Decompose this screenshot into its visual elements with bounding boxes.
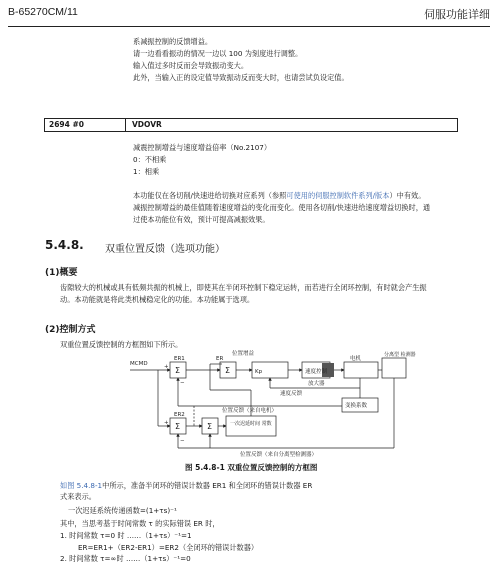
section-header-title: 伺服功能详细 [424, 8, 490, 21]
overview-line-1: 齿隙较大的机械或具有低频共振的机械上，即使其在半闭环控制下稳定运转，而若进行全闭环控制，有时就会产生振 [60, 283, 427, 292]
param-note-line-3: 过使本功能位有效，预计可提高减振效果。 [133, 215, 270, 224]
section-title: 双重位置反馈（选项功能） [105, 244, 225, 255]
label-motor-feedback: 位置反馈（来自电机） [222, 408, 278, 414]
sigma-1: Σ [175, 366, 181, 375]
block-diagram [130, 350, 416, 458]
intro-line-2: 请一边看看振动的情况一边以 100 为刻度进行调整。 [133, 49, 303, 58]
label-er2: ER2 [174, 412, 185, 418]
sigma-2: Σ [175, 422, 181, 431]
document-id: B-65270CM/11 [8, 6, 78, 18]
section-number: 5.4.8. [45, 238, 84, 252]
label-conversion: 变换系数 [345, 403, 368, 409]
param-option-1: 1：相乘 [133, 167, 160, 176]
intro-line-4: 此外，当输入正的设定值导致振动反而变大时，也请尝试负设定值。 [133, 73, 349, 82]
parameter-table [44, 118, 458, 132]
label-speed-control: 速度控制 [305, 369, 328, 375]
label-position-gain: 位置增益 [232, 351, 255, 357]
param-option-0: 0：不相乘 [133, 155, 167, 164]
after-line-1-text: 中所示，准备半闭环的错误计数器 ER1 和全闭环的错误计数器 ER [102, 481, 313, 490]
label-speed-feedback: 速度反馈 [280, 391, 303, 397]
label-amplifier: 放大器 [308, 381, 325, 387]
label-mcmd: MCMD [130, 361, 148, 367]
minus-2: − [180, 438, 185, 444]
param-note-line-1 [133, 190, 425, 201]
overview-line-2: 动。本功能就是将此类机械稳定化的功能。本功能属于选项。 [60, 295, 255, 304]
after-line-2: 式来表示。 [60, 492, 96, 501]
param-desc-title: 减震控制增益与速度增益倍率（No.2107） [133, 143, 272, 152]
header-rule [8, 26, 490, 27]
control-description: 双重位置反馈控制的方框图如下所示。 [60, 340, 183, 349]
param-note-prefix: 本功能仅在各切削/快速进给切换对应系列（参照 [133, 191, 287, 200]
figure-caption: 图 5.4.8-1 双重位置反馈控制的方框图 [185, 463, 318, 472]
sigma-3: Σ [207, 422, 213, 431]
after-line-6: ER=ER1+（ER2-ER1）=ER2（全闭环的错误计数器） [78, 543, 259, 552]
version-link[interactable]: 可使用的伺服控制软件系列/版本 [286, 191, 390, 200]
label-er1: ER1 [174, 356, 185, 362]
parameter-divider [125, 118, 126, 132]
intro-line-1: 系减振控制的反馈增益。 [133, 37, 213, 46]
label-separate-feedback: 位置反馈（来自分离型检测器） [240, 452, 318, 458]
parameter-number: 2694 #0 [49, 120, 84, 129]
control-heading: (2)控制方式 [45, 325, 96, 335]
label-kp: Kp [255, 369, 263, 375]
label-er: ER [216, 356, 224, 362]
after-line-1 [60, 480, 312, 491]
param-note-line-2: 减振控制增益的最佳值随着速度增益的变化而变化。使用各切削/快速进给速度增益切换时，通 [133, 203, 431, 212]
label-motor: 电机 [350, 356, 362, 362]
after-line-4: 其中，当思考基于时间常数 τ 的实际错误 ER 时， [60, 519, 220, 528]
parameter-name: VDOVR [132, 120, 162, 129]
label-first-order-lag: 一次迟延时间 常数 [230, 421, 272, 427]
plus-1: + [164, 364, 169, 370]
after-line-3: 一次迟延系统传递函数=(1+τs)⁻¹ [68, 506, 177, 515]
sigma-mid: Σ [225, 366, 231, 375]
overview-heading: (1)概要 [45, 268, 78, 278]
minus-1: − [180, 380, 185, 386]
plus-2: + [164, 420, 169, 426]
intro-line-3: 输入值过多时反而会导致振动变大。 [133, 61, 249, 70]
figure-link[interactable]: 如图 5.4.8-1 [60, 481, 103, 490]
label-separate-detector: 分离型 检测器 [384, 352, 416, 358]
after-line-7: 2. 时间常数 τ=∞时 ……（1+τs）⁻¹=0 [60, 554, 191, 563]
param-note-suffix: ）中有效。 [389, 191, 426, 200]
after-line-5: 1. 时间常数 τ=0 时 ……（1+τs）⁻¹=1 [60, 531, 192, 540]
